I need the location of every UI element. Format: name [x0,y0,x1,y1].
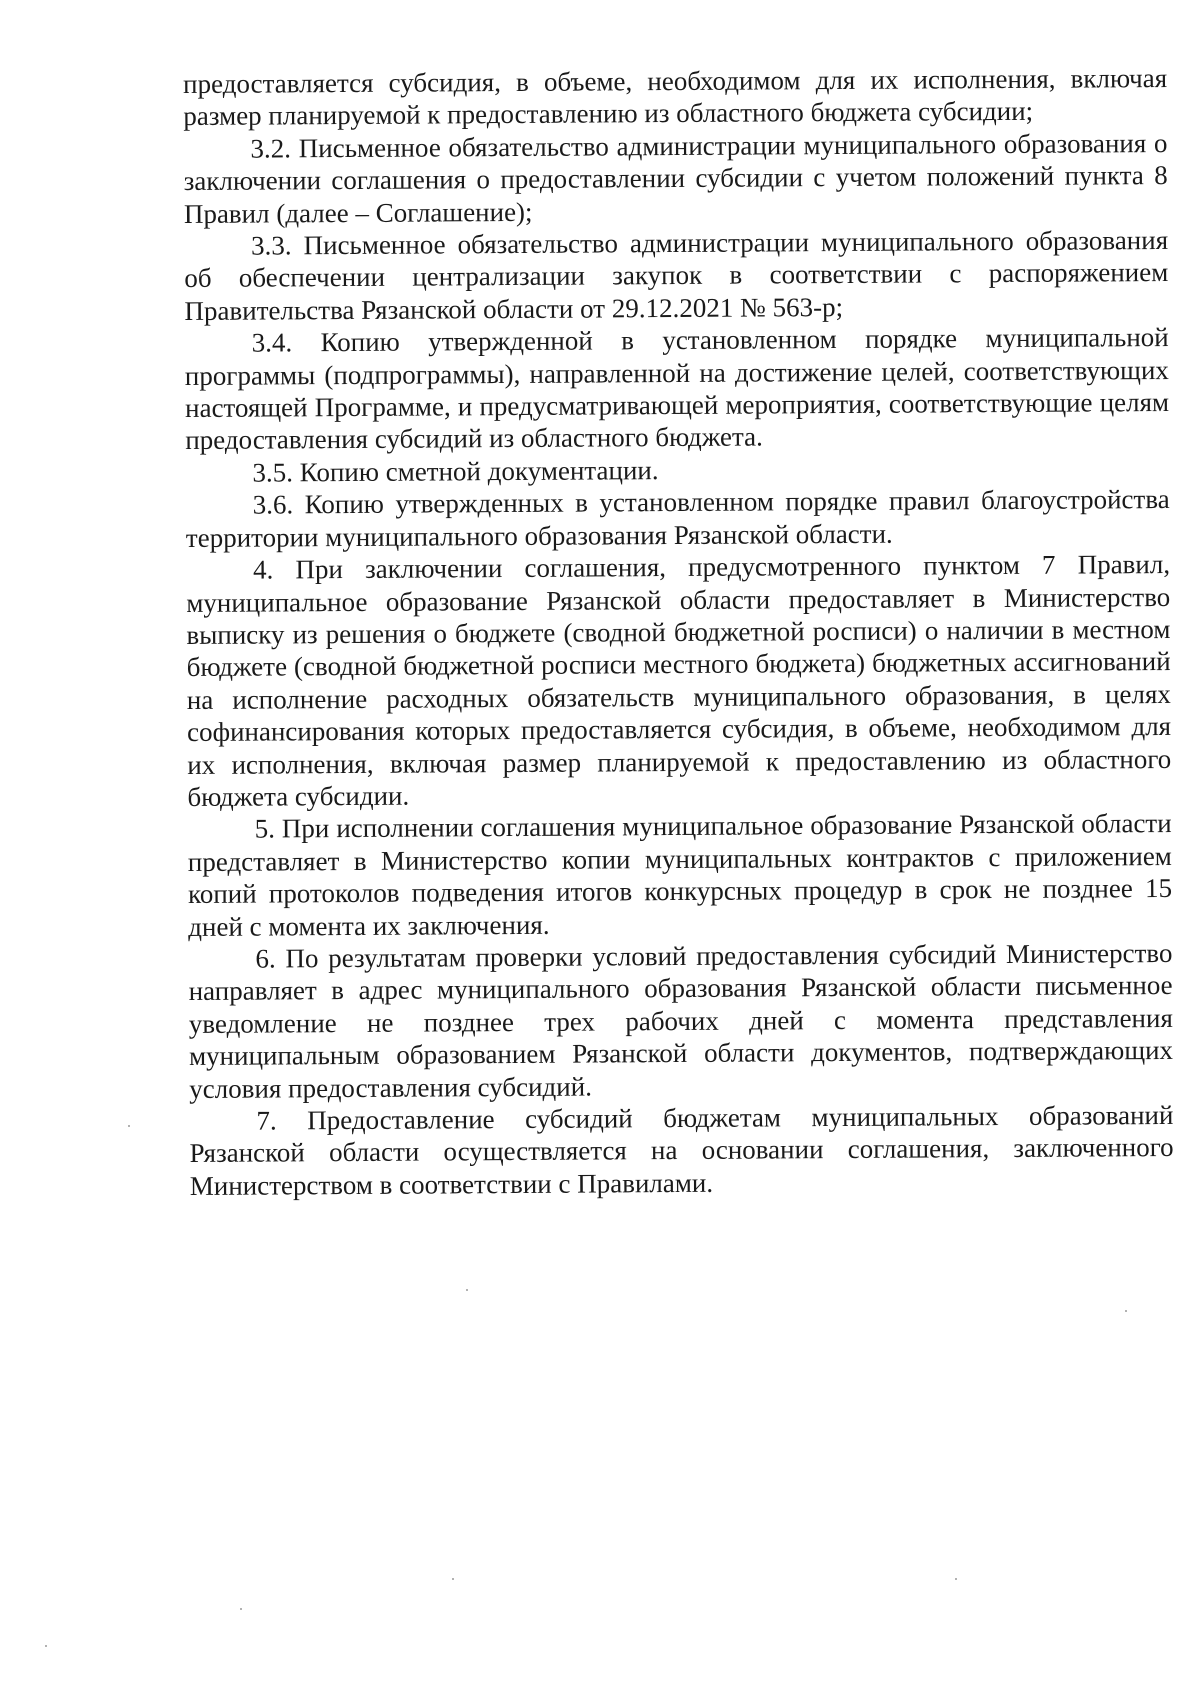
paragraph-3-5: 3.5. Копию сметной документации. [252,454,659,488]
scan-speck [955,1578,957,1580]
scan-speck [240,1608,242,1610]
paragraph-continuation: предоставляется субсидия, в объеме, необходимом для их исполнения, включая размер планируемой к предоставлению из областного бюджета субсидии; [183,62,1168,132]
scan-speck [128,1125,130,1127]
paragraph-6: 6. По результатам проверки условий предоставления субсидий Министерство направляет в адрес муниципального образования Рязанской области письменное уведомление не позднее трех рабочих дней с момента представления муниципальным образованием Рязанской области документов, подтверждающих условия предоставления субсидий. [188,937,1174,1104]
scan-speck [45,1645,47,1647]
paragraph-5: 5. При исполнении соглашения муниципальное образование Рязанской области представляет в Министерство копии муниципальных контрактов с приложением копий протоколов подведения итогов конкурсных процедур в срок не позднее 15 дней с момента их заключения. [187,808,1173,942]
paragraph-4: 4. При заключении соглашения, предусмотренного пунктом 7 Правил, муниципальное образование Рязанской области предоставляет в Министерство выписку из решения о бюджете (сводной бюджетной росписи) о наличии в местном бюджете (сводной бюджетной росписи местного бюджета) бюджетных ассигнований на исполнение расходных обязательств муниципального образования, в целях софинансирования которых предоставляется субсидия, в объеме, необходимом для их исполнения, включая размер планируемой к предоставлению из областного бюджета субсидии. [186,549,1172,812]
paragraph-3-2: 3.2. Письменное обязательство администрации муниципального образования о заключении соглашения о предоставлении субсидии с учетом положений пункта 8 Правил (далее – Соглашение); [183,127,1168,229]
scan-speck [452,1578,454,1580]
paragraph-3-4: 3.4. Копию утвержденной в установленном порядке муниципальной программы (подпрограммы), направленной на достижение целей, соответствующих настоящей Программе, и предусматривающей мероприятия, соответствующие целям предоставления субсидий из областного бюджета. [184,322,1170,456]
scan-speck [1125,1310,1127,1312]
scan-speck [466,1289,468,1291]
paragraph-3-6: 3.6. Копию утвержденных в установленном порядке правил благоустройства территории муниципального образования Рязанской области. [185,484,1170,553]
document-body [183,62,1174,1202]
paragraph-3-3: 3.3. Письменное обязательство администрации муниципального образования об обеспечении централизации закупок в соответствии с распоряжением Правительства Рязанской области от 29.12.2021 № 563-р; [184,225,1169,326]
paragraph-7: 7. Предоставление субсидий бюджетам муниципальных образований Рязанской области осуществляется на основании соглашения, заключенного Министерством в соответствии с Правилами. [189,1099,1174,1201]
